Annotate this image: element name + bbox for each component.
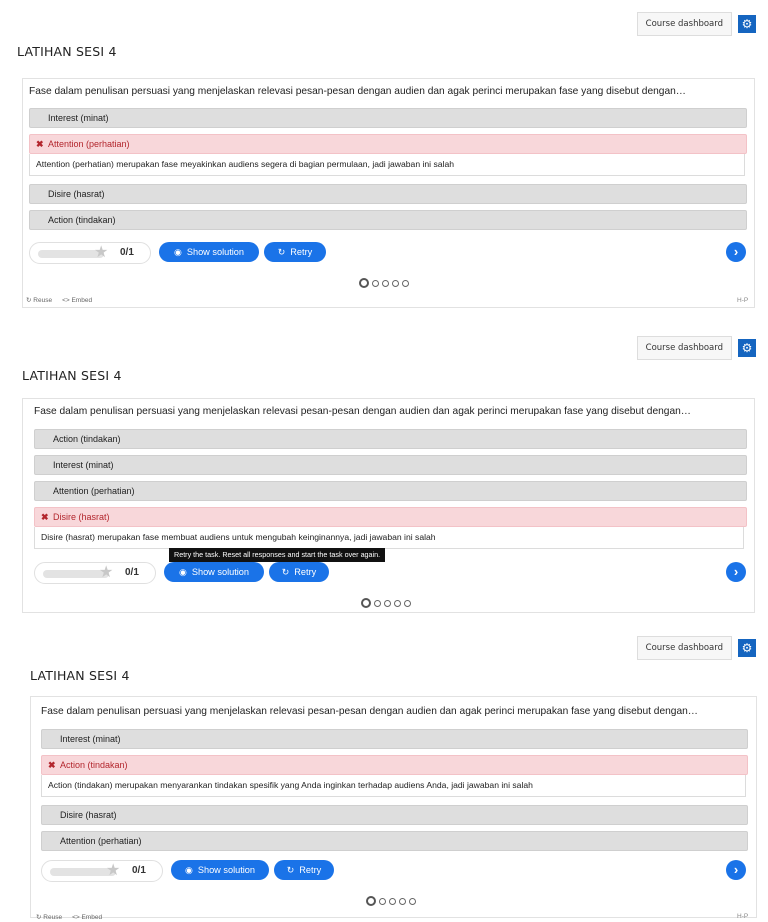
retry-tooltip: Retry the task. Reset all responses and start the task over again. — [169, 548, 385, 562]
slide-dot[interactable] — [374, 600, 381, 607]
slide-dot[interactable] — [409, 898, 416, 905]
show-solution-button[interactable] — [164, 562, 264, 582]
slide-dot[interactable] — [394, 600, 401, 607]
reuse-label: Reuse — [33, 297, 53, 304]
reuse-icon: ↻ — [26, 297, 34, 304]
quiz-section-2 — [0, 330, 768, 615]
course-dashboard-button[interactable]: Course dashboard — [637, 636, 732, 660]
page-title: LATIHAN SESI 4 — [30, 668, 130, 683]
answer-option-wrong[interactable] — [29, 134, 747, 154]
course-dashboard — [637, 12, 756, 36]
show-solution-button[interactable] — [171, 860, 269, 880]
show-solution-label: Show solution — [197, 865, 256, 875]
answer-option[interactable]: Interest (minat) — [34, 455, 747, 475]
retry-label: Retry — [290, 247, 313, 257]
slide-dot[interactable] — [392, 280, 399, 287]
star-icon: ★ — [99, 564, 114, 581]
retry-button[interactable] — [274, 860, 334, 880]
slide-dot[interactable] — [389, 898, 396, 905]
slide-dot[interactable] — [404, 600, 411, 607]
embed-link[interactable]: <> Embed — [62, 296, 93, 304]
eye-icon: ◉ — [178, 567, 187, 577]
slide-dot[interactable] — [402, 280, 409, 287]
slide-dot[interactable] — [384, 600, 391, 607]
slide-dot[interactable] — [359, 278, 369, 288]
question-text: Fase dalam penulisan persuasi yang menjelaskan relevasi pesan-pesan dengan audien dan agak perinci merupakan fase yang disebut dengan… — [34, 406, 691, 417]
h5p-logo[interactable]: H-P — [737, 913, 749, 920]
eye-icon: ◉ — [173, 247, 182, 257]
answer-option-wrong[interactable] — [34, 507, 747, 527]
page-title: LATIHAN SESI 4 — [22, 368, 122, 383]
score-bar — [29, 242, 151, 264]
slide-dot[interactable] — [366, 896, 376, 906]
answer-option[interactable]: Action (tindakan) — [29, 210, 747, 230]
retry-button[interactable] — [264, 242, 326, 262]
h5p-logo[interactable]: H-P — [737, 297, 749, 304]
gear-icon[interactable]: ⚙ — [738, 339, 756, 357]
gear-icon[interactable]: ⚙ — [738, 15, 756, 33]
star-icon: ★ — [106, 862, 121, 879]
eye-icon: ◉ — [184, 865, 193, 875]
slide-dot[interactable] — [382, 280, 389, 287]
next-button[interactable]: › — [726, 860, 746, 880]
answer-option-wrong[interactable] — [41, 755, 748, 775]
show-solution-button[interactable] — [159, 242, 259, 262]
answer-option[interactable]: Interest (minat) — [29, 108, 747, 128]
content-footer — [36, 911, 102, 922]
feedback-text: Disire (hasrat) merupakan fase membuat audiens untuk mengubah keinginannya, jadi jawaban ini salah — [34, 527, 744, 549]
next-button[interactable]: › — [726, 242, 746, 262]
slide-dots — [366, 896, 416, 906]
retry-label: Retry — [294, 567, 317, 577]
answer-option-label: Action (tindakan) — [60, 760, 128, 770]
reuse-link[interactable] — [26, 296, 52, 304]
retry-label: Retry — [299, 865, 322, 875]
score-text: 0/1 — [132, 865, 146, 876]
reuse-label: Reuse — [43, 914, 63, 921]
question-text: Fase dalam penulisan persuasi yang menjelaskan relevasi pesan-pesan dengan audien dan agak perinci merupakan fase yang disebut dengan… — [29, 86, 686, 97]
score-text: 0/1 — [120, 247, 134, 258]
question-text: Fase dalam penulisan persuasi yang menjelaskan relevasi pesan-pesan dengan audien dan agak perinci merupakan fase yang disebut dengan… — [41, 706, 698, 717]
feedback-text: Attention (perhatian) merupakan fase meyakinkan audiens segera di bagian permulaan, jadi jawaban ini salah — [29, 154, 745, 176]
course-dashboard — [637, 336, 756, 360]
close-icon: ✖ — [48, 760, 56, 770]
quiz-section-1 — [0, 0, 768, 310]
retry-icon: ↻ — [277, 247, 286, 257]
slide-dot[interactable] — [399, 898, 406, 905]
course-dashboard-button[interactable]: Course dashboard — [637, 336, 732, 360]
answer-option-label: Attention (perhatian) — [48, 139, 130, 149]
answer-option[interactable]: Attention (perhatian) — [34, 481, 747, 501]
quiz-section-3 — [0, 630, 768, 922]
answer-option[interactable]: Interest (minat) — [41, 729, 748, 749]
next-button[interactable]: › — [726, 562, 746, 582]
retry-button[interactable] — [269, 562, 329, 582]
page-title: LATIHAN SESI 4 — [17, 44, 117, 59]
course-dashboard — [637, 636, 756, 660]
score-bar — [41, 860, 163, 882]
slide-dot[interactable] — [379, 898, 386, 905]
retry-icon: ↻ — [286, 865, 295, 875]
gear-icon[interactable]: ⚙ — [738, 639, 756, 657]
slide-dots — [361, 598, 411, 608]
show-solution-label: Show solution — [191, 567, 250, 577]
answer-option[interactable]: Action (tindakan) — [34, 429, 747, 449]
close-icon: ✖ — [36, 139, 44, 149]
answer-option[interactable]: Disire (hasrat) — [29, 184, 747, 204]
star-icon: ★ — [94, 244, 109, 261]
score-bar — [34, 562, 156, 584]
embed-link[interactable]: <> Embed — [72, 913, 103, 921]
reuse-link[interactable] — [36, 913, 62, 921]
content-footer — [26, 294, 92, 306]
feedback-text: Action (tindakan) merupakan menyarankan tindakan spesifik yang Anda inginkan terhadap audiens Anda, jadi jawaban ini salah — [41, 775, 746, 797]
slide-dot[interactable] — [372, 280, 379, 287]
slide-dots — [359, 278, 409, 288]
show-solution-label: Show solution — [186, 247, 245, 257]
answer-option[interactable]: Attention (perhatian) — [41, 831, 748, 851]
course-dashboard-button[interactable]: Course dashboard — [637, 12, 732, 36]
slide-dot[interactable] — [361, 598, 371, 608]
answer-option[interactable]: Disire (hasrat) — [41, 805, 748, 825]
score-text: 0/1 — [125, 567, 139, 578]
reuse-icon: ↻ — [36, 914, 44, 921]
answer-option-label: Disire (hasrat) — [53, 512, 110, 522]
close-icon: ✖ — [41, 512, 49, 522]
retry-icon: ↻ — [281, 567, 290, 577]
